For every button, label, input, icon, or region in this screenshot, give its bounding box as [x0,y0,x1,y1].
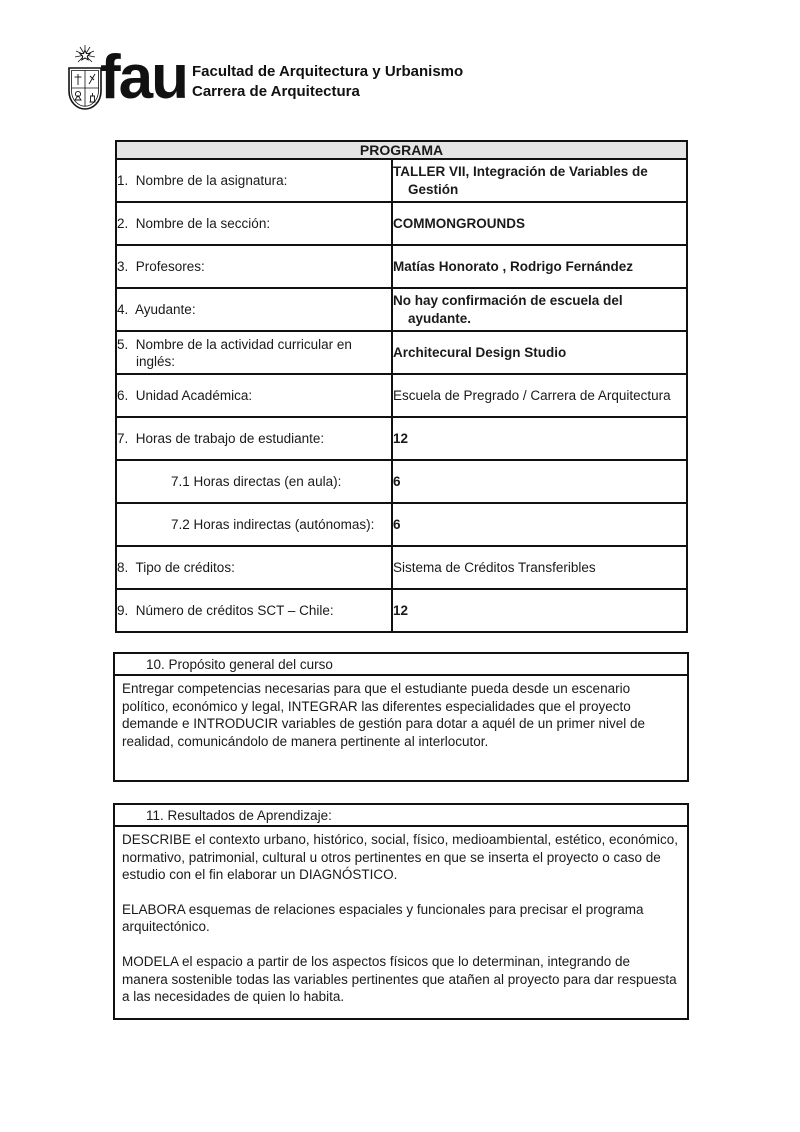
section-proposito-general [113,652,689,782]
section-resultados-aprendizaje [113,803,689,1020]
row-label: 3. Profesores: [117,259,205,274]
table-header-row [116,141,687,159]
row-label: 5. Nombre de la actividad curricular en inglés: [117,336,356,369]
row-value: 6 [393,473,401,489]
section-paragraph: Entregar competencias necesarias para que el estudiante pueda desde un escenario político, económico y legal, INTEGRAR las diferentes especialidades que el proyecto demande e INTRODUCIR variables de gestión para dotar a aquél de un primer nivel de realidad, comunicándolo de manera pertinente al interlocutor. [122,681,646,749]
row-label: 9. Número de créditos SCT – Chile: [117,603,334,618]
row-label: 6. Unidad Académica: [117,388,253,403]
faculty-title-block [192,62,463,102]
faculty-line: Facultad de Arquitectura y Urbanismo [192,63,464,80]
section-paragraph: DESCRIBE el contexto urbano, histórico, social, físico, medioambiental, estético, económico, normativo, patrimonial, cultural u otros pertinentes en que se inserta el proyecto o caso de estudio con el fin elaborar un DIAGNÓSTICO. [122,832,679,883]
table-title: PROGRAMA [116,141,687,159]
row-label: 7.1 Horas directas (en aula): [171,474,342,489]
table-row [116,374,687,417]
table-row [116,202,687,245]
row-value: No hay confirmación de escuela del ayudante. [393,292,623,326]
row-value: Architecural Design Studio [393,344,567,360]
row-label: 2. Nombre de la sección: [117,216,271,231]
section-paragraph: ELABORA esquemas de relaciones espaciales y funcionales para precisar el programa arquitectónico. [122,901,644,935]
row-label: 1. Nombre de la asignatura: [117,173,288,188]
row-value: COMMONGROUNDS [393,215,525,231]
row-value: Sistema de Créditos Transferibles [393,559,596,575]
row-label: 4. Ayudante: [117,302,196,317]
row-label: 7. Horas de trabajo de estudiante: [117,431,325,446]
row-value: 6 [393,516,401,532]
table-row [116,503,687,546]
row-label: 7.2 Horas indirectas (autónomas): [171,517,375,532]
table-row [116,460,687,503]
row-value: Matías Honorato , Rodrigo Fernández [393,258,634,274]
row-value: 12 [393,430,409,446]
section-heading: 10. Propósito general del curso [115,654,687,676]
fau-logo-text: fau [100,43,187,112]
table-row [116,288,687,331]
table-row [116,331,687,374]
row-value: Escuela de Pregrado / Carrera de Arquitectura [393,387,671,403]
table-row [116,546,687,589]
table-row [116,159,687,202]
table-row [116,589,687,632]
programa-table [115,140,688,633]
table-row [116,417,687,460]
row-label: 8. Tipo de créditos: [117,560,235,575]
career-line: Carrera de Arquitectura [192,83,360,100]
section-paragraph: MODELA el espacio a partir de los aspectos físicos que lo determinan, integrando de manera sostenible todas las variables pertinentes que atañen al proyecto para dar respuesta a las necesidades de quien lo habita. [122,953,677,1005]
row-value: TALLER VII, Integración de Variables de Gestión [393,163,648,197]
row-value: 12 [393,602,409,618]
section-body [115,827,687,1006]
section-body [115,676,687,750]
table-row [116,245,687,288]
section-heading: 11. Resultados de Aprendizaje: [115,805,687,827]
